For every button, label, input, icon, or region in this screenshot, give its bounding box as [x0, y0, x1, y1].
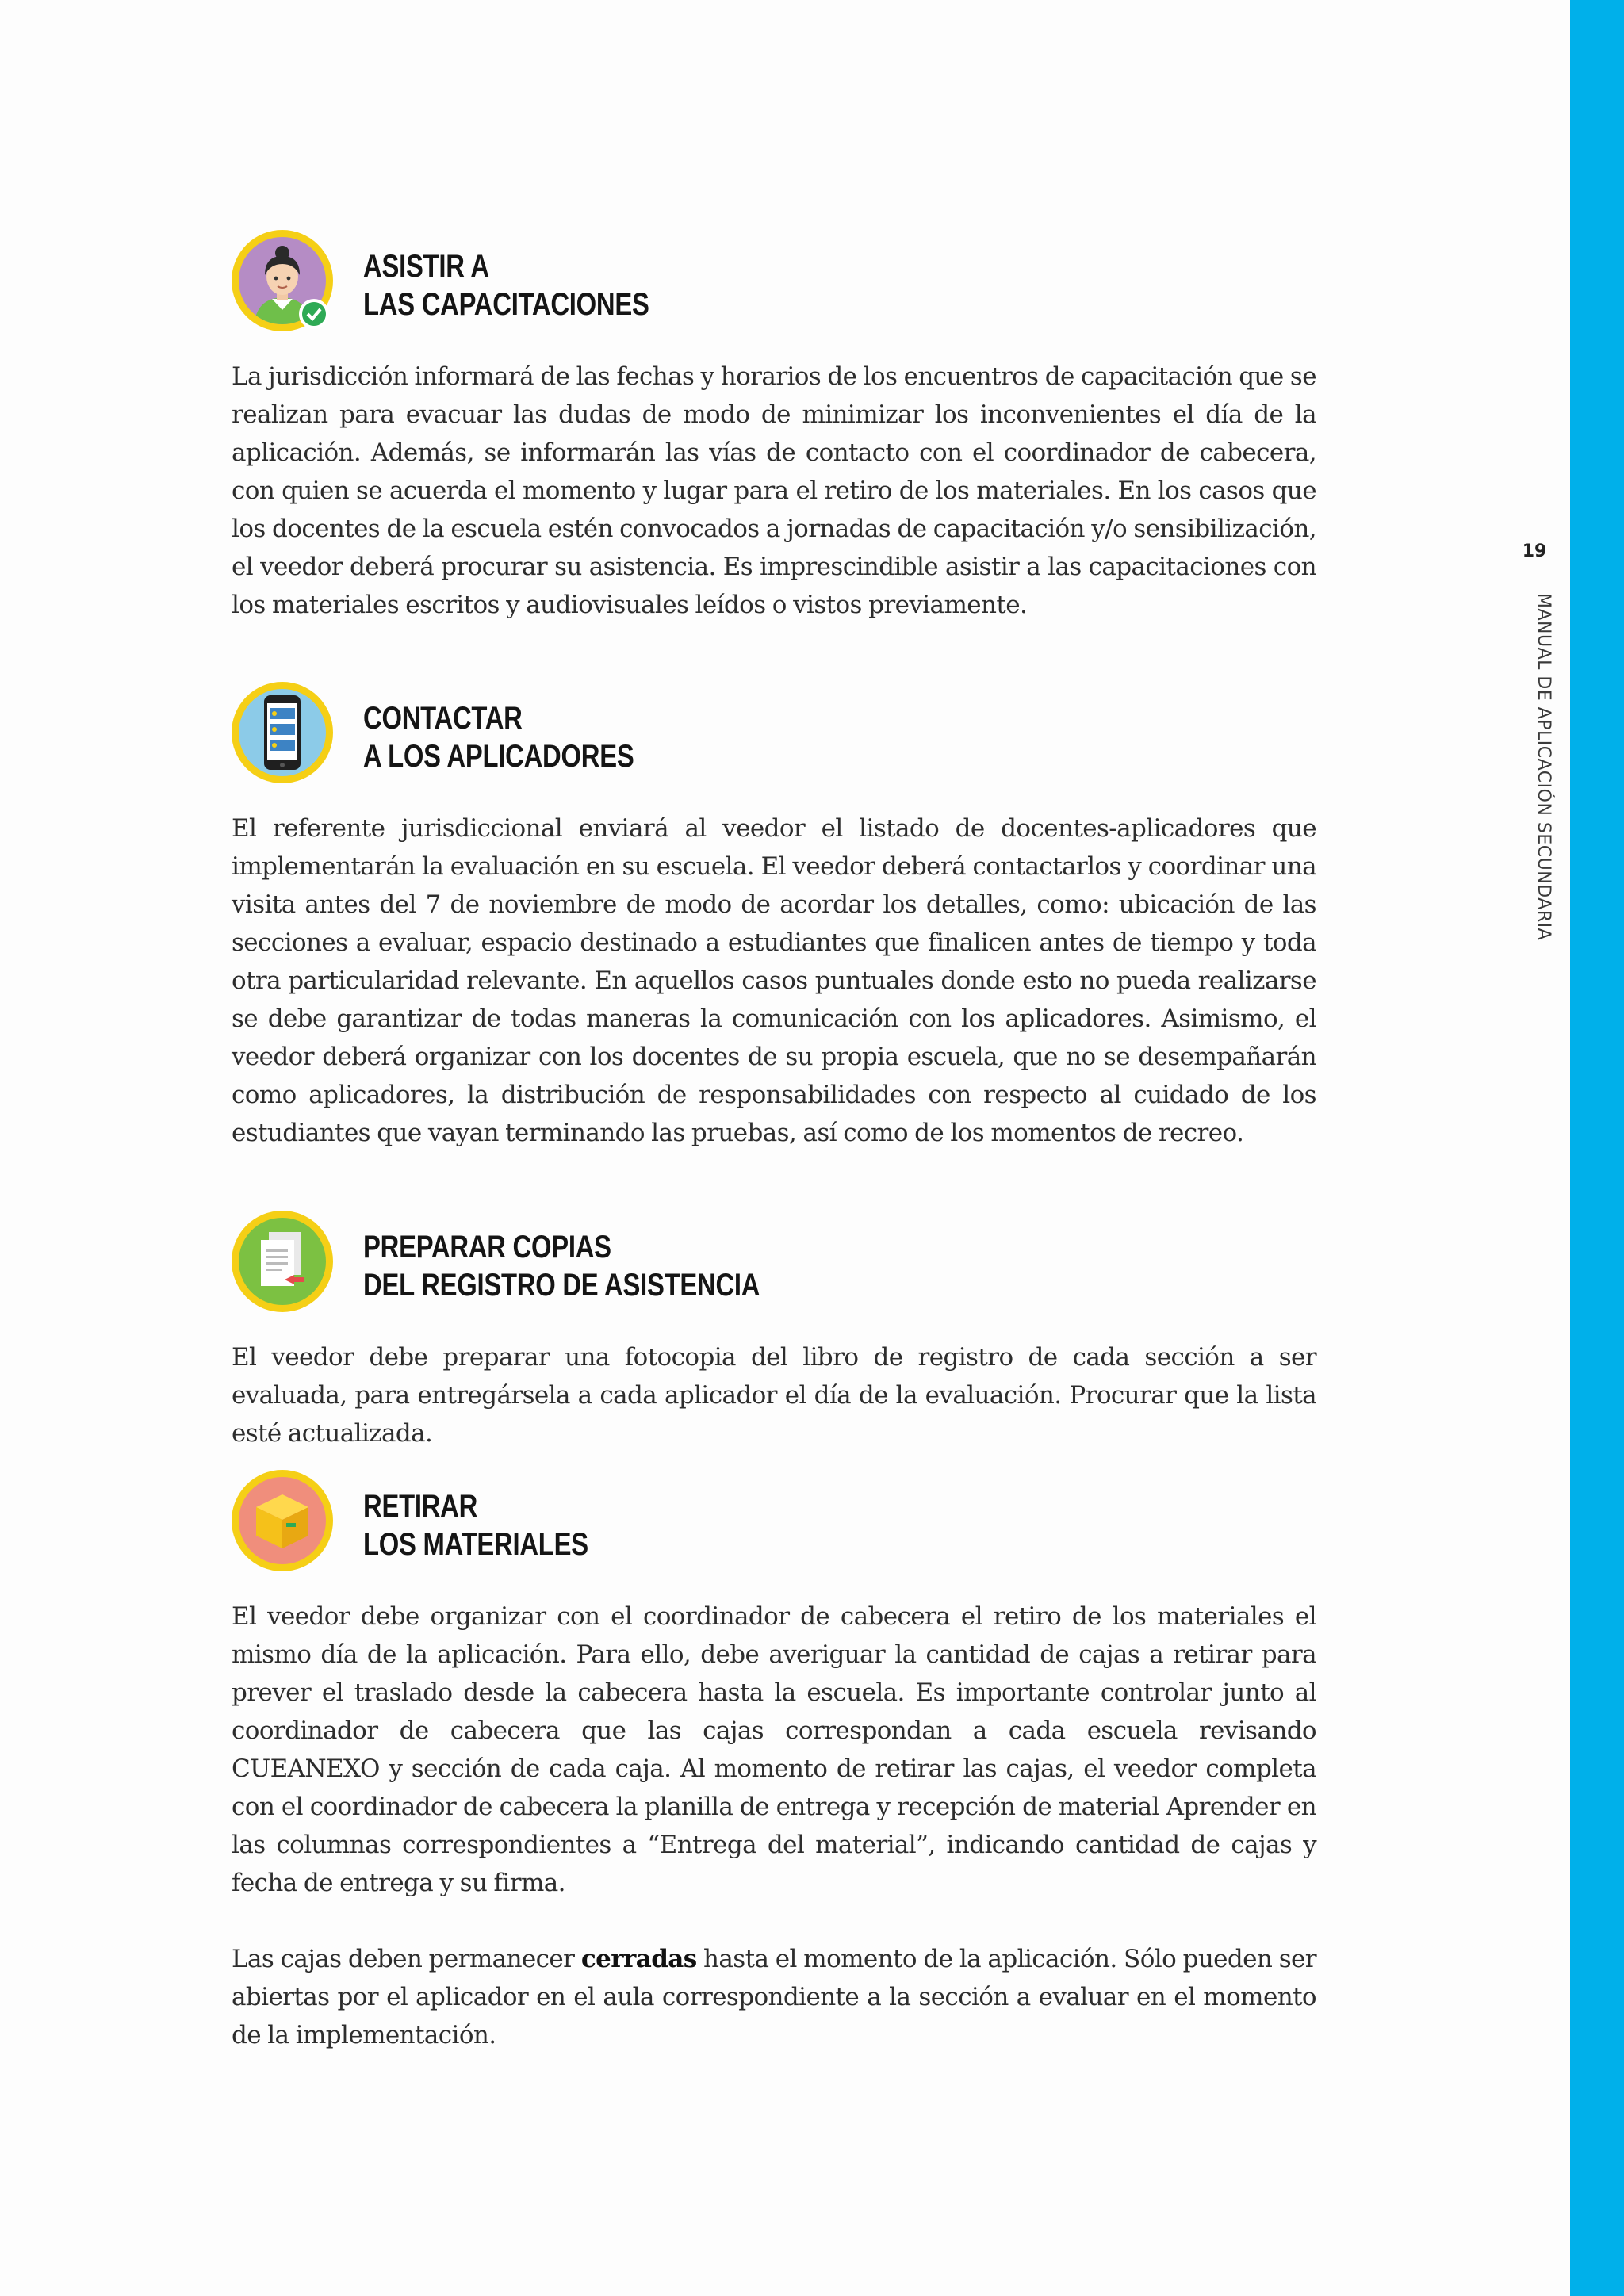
- smartphone-icon: [232, 682, 333, 783]
- teacher-avatar-icon: [232, 230, 333, 331]
- section-header: [232, 1470, 1316, 1573]
- section-header: [232, 1211, 1316, 1314]
- section-paragraph: El referente jurisdiccional enviará al veedor el listado de docentes-aplicadores que implementarán la evaluación en su escuela. El veedor deberá contactarlos y coordinar una visita antes del 7 de noviembre de modo de acordar los detalles, como: ubicación de las secciones a evaluar, espacio destinado a estudiantes que finalicen antes de tiempo y toda otra particularidad relevante. En aquellos casos puntuales donde esto no pueda realizarse se debe garantizar de todas maneras la comunicación con los aplicadores. Asimismo, el veedor deberá organizar con los docentes de su propia escuela, que no se desempañarán como aplicadores, la distribución de responsabilidades con respecto al cuidado de los estudiantes que vayan terminando las pruebas, así como de los momentos de recreo.: [232, 814, 1316, 1147]
- section-paragraph: La jurisdicción informará de las fechas y horarios de los encuentros de capacitación que se realizan para evacuar las dudas de modo de minimizar los inconvenientes el día de la aplicación. Además, se informarán las vías de contacto con el coordinador de cabecera, con quien se acuerda el momento y lugar para el retiro de los materiales. En los casos que los docentes de la escuela estén convocados a jornadas de capacitación y/o sensibilización, el veedor deberá procurar su asistencia. Es imprescindible asistir a las capacitaciones con los materiales escritos y audiovisuales leídos o vistos previamente.: [232, 362, 1316, 619]
- section-paragraph-2: Las cajas deben permanecer cerradas hasta el momento de la aplicación. Sólo pueden ser abiertas por el aplicador en el aula correspondiente a la sección a evaluar en el momento de la implementación.: [232, 1945, 1316, 2049]
- section-retirar-materiales: [232, 1470, 1316, 2054]
- section-paragraph: El veedor debe preparar una fotocopia del libro de registro de cada sección a ser evaluada, para entregársela a cada aplicador el día de la evaluación. Procurar que la lista esté actualizada.: [232, 1343, 1316, 1448]
- side-accent-bar: [1570, 0, 1624, 2296]
- page-number: 19: [1522, 541, 1547, 561]
- section-paragraph: El veedor debe organizar con el coordinador de cabecera el retiro de los materiales el mismo día de la aplicación. Para ello, debe averiguar la cantidad de cajas a retirar para prever el traslado desde la cabecera hasta la escuela. Es importante controlar junto al coordinador de cabecera que las cajas correspondan a cada escuela revisando CUEANEXO y sección de cada caja. Al momento de retirar las cajas, el veedor completa con el coordinador de cabecera la planilla de entrega y recepción de material Aprender en las columnas correspondientes a “Entrega del material”, indicando cantidad de cajas y fecha de entrega y su firma.: [232, 1602, 1316, 1897]
- section-preparar-copias: [232, 1211, 1316, 1452]
- section-title: ASISTIR A LAS CAPACITACIONES: [363, 249, 649, 322]
- section-title: CONTACTAR A LOS APLICADORES: [363, 701, 634, 774]
- section-asistir-capacitaciones: [232, 230, 1316, 624]
- check-icon: [298, 298, 330, 330]
- documents-copy-icon: [232, 1211, 333, 1312]
- section-contactar-aplicadores: [232, 682, 1316, 1152]
- running-title: MANUAL DE APLICACIÓN SECUNDARIA: [1534, 593, 1553, 941]
- box-icon: [232, 1470, 333, 1571]
- section-title: PREPARAR COPIAS DEL REGISTRO DE ASISTENCIA: [363, 1230, 760, 1303]
- emphasis-cerradas: cerradas: [580, 1945, 697, 1973]
- section-header: [232, 682, 1316, 785]
- section-header: [232, 230, 1316, 333]
- section-title: RETIRAR LOS MATERIALES: [363, 1489, 588, 1562]
